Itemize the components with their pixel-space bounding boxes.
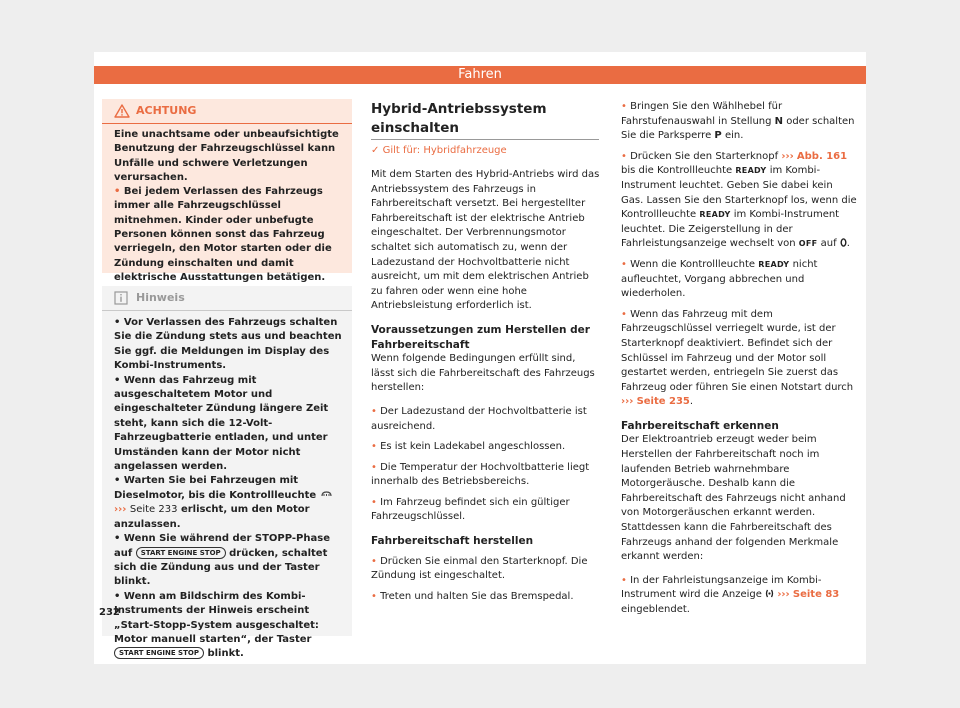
step-item: • Treten und halten Sie das Bremspedal.: [371, 590, 574, 602]
step-item: • Bringen Sie den Wählhebel für Fahrstufenauswahl in Stellung N oder schalten Sie die Parksperre P ein.: [621, 101, 855, 142]
warning-bullet: • Bei jedem Verlassen des Fahrzeugs immer alle Fahrzeugschlüssel mitnehmen. Kinder oder unbefugte Personen können sonst das Fahrzeug verriegeln, den Motor starten oder die Zündung einschalten und damit elektrische Ausstattungen betätigen.: [114, 186, 332, 283]
condition-item: • Der Ladezustand der Hochvoltbatterie ist ausreichend.: [371, 405, 587, 432]
info-icon: [114, 291, 128, 305]
warning-box: [102, 99, 352, 283]
column-right: [621, 100, 857, 618]
section-title: Hybrid-Antriebssystem einschalten: [371, 101, 547, 136]
glow-plug-icon: [320, 490, 333, 498]
start-engine-stop-button: START ENGINE STOP: [114, 647, 204, 659]
step-item: • Drücken Sie den Starterknopf ››› Abb. 161 bis die Kontrollleuchte READY im Kombi-Instrument leuchtet. Geben Sie dabei kein Gas. Lassen Sie den Starterknopf los, wenn die Kontrollleuchte READY im Kombi-Instrument leuchtet. Die Zeigerstellung in der Fahrleistungsanzeige wechselt von OFF auf .: [621, 150, 857, 250]
condition-item: • Es ist kein Ladekabel angeschlossen.: [371, 441, 566, 453]
page-ref: Seite 235: [636, 396, 690, 408]
feature-item: • In der Fahrleistungsanzeige im Kombi-Instrument wird die Anzeige ››› Seite 83 eingeblendet.: [621, 574, 840, 615]
subheading-prerequisites: Voraussetzungen zum Herstellen der Fahrbereitschaft: [371, 323, 590, 351]
warning-triangle-icon: [114, 104, 130, 118]
chapter-header: [94, 66, 866, 84]
note-bullet-4: • Wenn Sie während der STOPP-Phase auf START ENGINE STOP drücken, schaltet sich die Zündung aus und der Taster blinkt.: [114, 533, 330, 588]
recognize-paragraph: Der Elektroantrieb erzeugt weder beim Herstellen der Fahrbereitschaft noch im laufenden Betrieb wahrnehmbare Motorgeräusche. Deshalb kann die Fahrbereitschaft des Fahrzeugs nicht anhand von Motorgeräuschen erkannt werden. Stattdessen kann die Fahrbereitschaft des Fahrzeugs anhand der folgenden Merkmale erkannt werden:: [621, 434, 846, 563]
step-item: • Wenn die Kontrollleuchte READY nicht aufleuchtet, Vorgang abbrechen und wiederholen.: [621, 258, 818, 300]
condition-item: • Im Fahrzeug befindet sich ein gültiger Fahrzeugschlüssel.: [371, 496, 570, 523]
warning-title: ACHTUNG: [136, 104, 197, 117]
subheading-establish: Fahrbereitschaft herstellen: [371, 535, 534, 548]
ready-gauge-icon: [765, 589, 774, 598]
manual-page: [94, 52, 866, 664]
note-title: Hinweis: [136, 291, 185, 304]
note-header: [102, 286, 352, 311]
prerequisites-text: Wenn folgende Bedingungen erfüllt sind, lässt sich die Fahrbereitschaft des Fahrzeugs herstellen:: [371, 353, 595, 394]
step-item: • Wenn das Fahrzeug mit dem Fahrzeugschlüssel verriegelt wurde, ist der Starterknopf deaktiviert. Befindet sich der Schlüssel im Fahrzeug und der Motor soll gestartet werden, entriegeln Sie zuerst das Fahrzeug oder führen Sie einen Notstart durch ››› Seite 235.: [621, 308, 854, 408]
ready-indicator: READY: [758, 259, 790, 269]
step-item: • Drücken Sie einmal den Starterknopf. Die Zündung ist eingeschaltet.: [371, 555, 588, 582]
warning-body: [114, 128, 346, 285]
off-indicator: OFF: [798, 239, 818, 249]
note-bullet-1: • Vor Verlassen des Fahrzeugs schalten Sie die Zündung stets aus und beachten Sie ggf. die Meldungen im Display des Kombi-Instruments.: [114, 317, 342, 372]
check-icon: ✓: [371, 145, 380, 156]
note-bullet-3: • Warten Sie bei Fahrzeugen mit Dieselmotor, bis die Kontrollleuchte ››› Seite 233 erlischt, um den Motor anzulassen.: [114, 474, 348, 532]
start-engine-stop-button: START ENGINE STOP: [136, 547, 226, 559]
section-body: [371, 168, 601, 604]
note-body: [114, 316, 348, 662]
ready-indicator: READY: [735, 166, 767, 176]
chapter-title: Fahren: [458, 67, 502, 82]
subheading-recognize: Fahrbereitschaft erkennen: [621, 419, 779, 432]
zero-indicator-icon: [840, 238, 847, 247]
intro-paragraph: Mit dem Starten des Hybrid-Antriebs wird das Antriebssystem des Fahrzeugs in Fahrbereitschaft versetzt. Bei hergestellter Fahrbereitschaft ist der elektrische Antrieb eingeschaltet. Der Verbrennungsmotor schaltet sich automatisch zu, wenn der Ladezustand der Hochvoltbatterie nicht ausreicht, um mit dem elektrischen Antrieb zu fahren oder wenn eine hohe Antriebsleistung erforderlich ist.: [371, 169, 600, 312]
ready-indicator: READY: [699, 210, 731, 220]
page-number: 232: [99, 607, 120, 618]
figure-ref: Abb. 161: [796, 150, 848, 162]
condition-item: • Die Temperatur der Hochvoltbatterie liegt innerhalb des Betriebsbereichs.: [371, 461, 590, 488]
warning-intro: Eine unachtsame oder unbeaufsichtigte Benutzung der Fahrzeugschlüssel kann Unfälle und schwere Verletzungen verursachen.: [114, 129, 339, 183]
warning-header: [102, 99, 352, 124]
section-divider: [371, 139, 599, 140]
note-box: [102, 286, 352, 660]
applies-to: ✓ Gilt für: Hybridfahrzeuge: [371, 145, 507, 156]
note-bullet-2: • Wenn das Fahrzeug mit ausgeschaltetem Motor und eingeschalteter Zündung längere Zeit steht, kann sich die 12-Volt-Fahrzeugbatterie entladen, und unter Umständen kann der Motor nicht angelassen werden.: [114, 374, 329, 473]
page-ref: Seite 83: [792, 589, 840, 601]
note-page-ref: Seite 233: [129, 504, 178, 516]
note-bullet-5: • Wenn am Bildschirm des Kombi-Instruments der Hinweis erscheint „Start-Stopp-System ausgeschaltet: Motor manuell starten“, der Taster START ENGINE STOP blinkt.: [114, 590, 319, 660]
